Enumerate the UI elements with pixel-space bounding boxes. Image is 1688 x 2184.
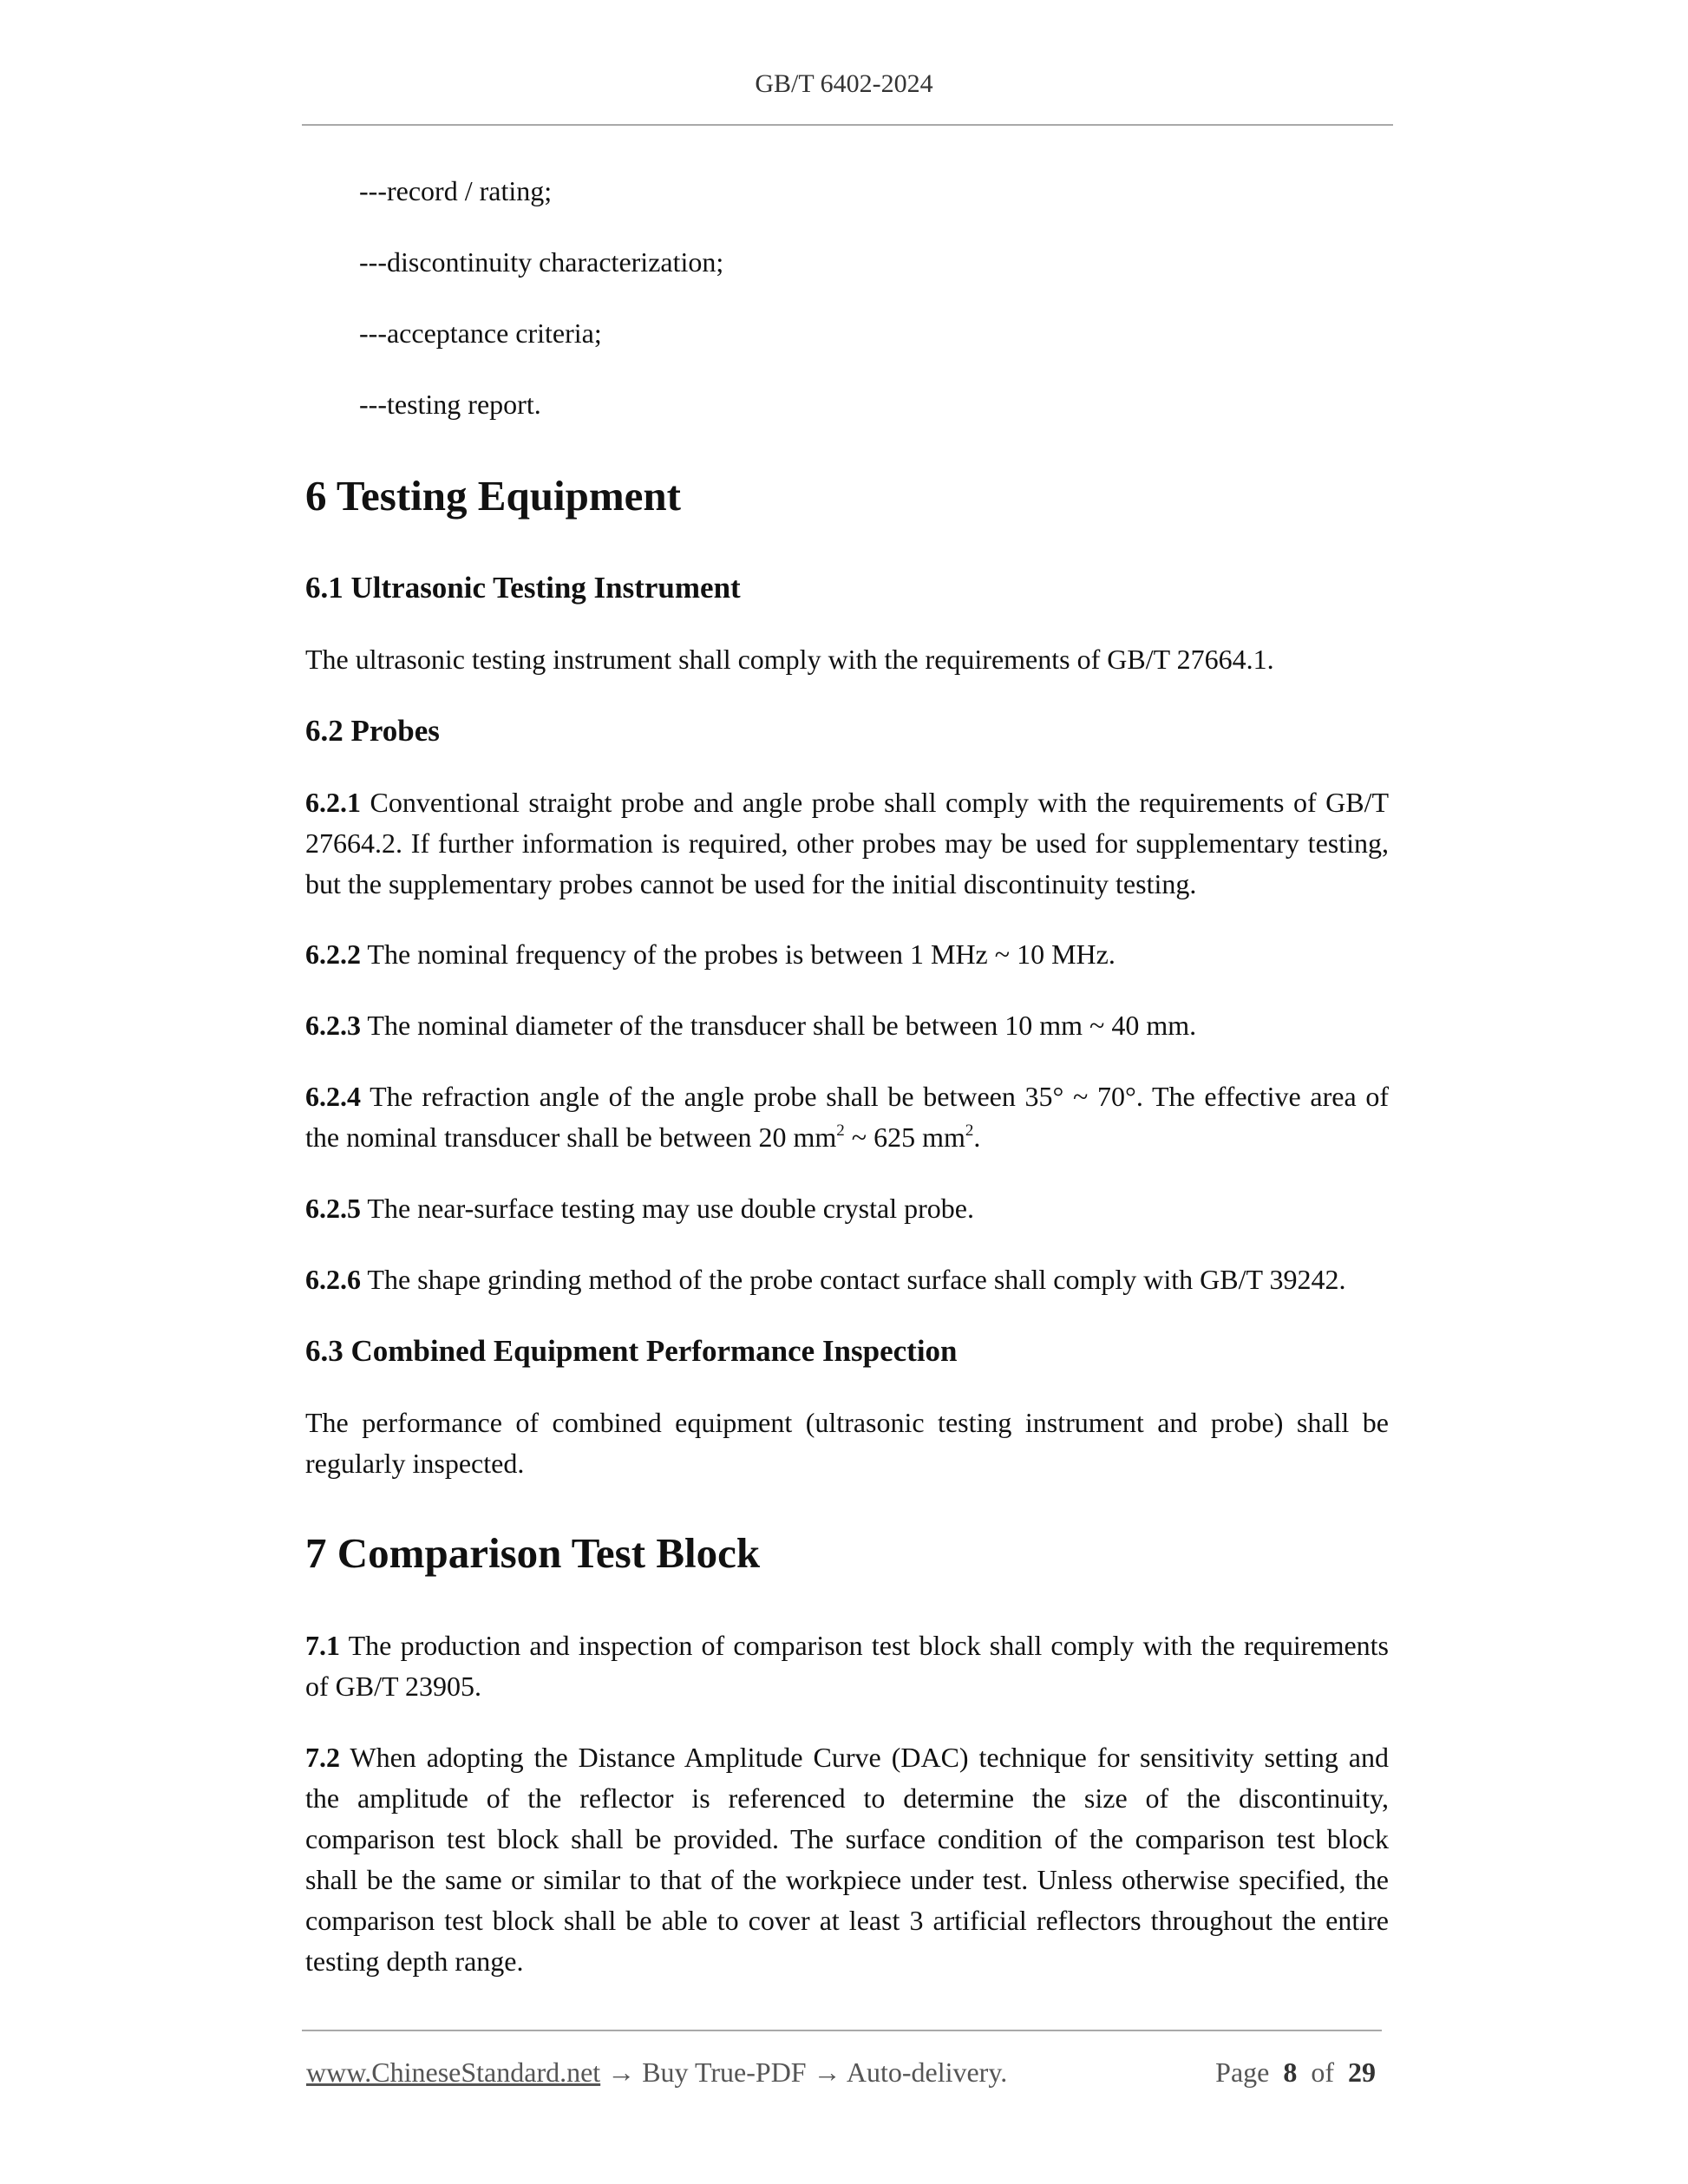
list-item: ---acceptance criteria; [359,317,602,349]
current-page-number: 8 [1283,2056,1298,2088]
paragraph-line: but the supplementary probes cannot be used for the initial discontinuity testing. [305,868,1197,899]
paragraph-line: Conventional straight probe and angle probe shall comply with the requirements of GB/T [370,787,1390,818]
subsection-heading-6-2: 6.2 Probes [305,714,440,748]
section-heading-6: 6 Testing Equipment [305,472,681,520]
paragraph-line: regularly inspected. [305,1448,525,1479]
paragraph-6-1 [305,639,1389,680]
footer-divider [302,2030,1382,2031]
arrow-right-icon: → [813,2056,841,2088]
clause-number: 7.2 [305,1742,340,1773]
paragraph-7-2 [305,1737,1389,1982]
superscript: 2 [836,1121,845,1140]
paragraph-line: of GB/T 23905. [305,1671,481,1702]
clause-number: 6.2.6 [305,1264,361,1295]
page-number [1215,2053,1376,2091]
of-label: of [1311,2056,1334,2088]
clause-number: 7.1 [305,1630,340,1661]
paragraph-6-3 [305,1403,1389,1484]
list-item: ---testing report. [359,389,541,420]
footer-promo [306,2053,1007,2091]
paragraph-line: The nominal frequency of the probes is between 1 MHz ~ 10 MHz. [367,938,1116,970]
list-item: ---record / rating; [359,175,553,206]
clause-number: 6.2.2 [305,938,361,970]
page-label: Page [1215,2056,1270,2088]
paragraph-6-2-5 [305,1188,1389,1229]
page-header-title: GB/T 6402-2024 [755,69,933,98]
paragraph-line: The refraction angle of the angle probe shall be between 35° ~ 70°. The effective area of [370,1081,1389,1112]
clause-number: 6.2.3 [305,1010,361,1041]
paragraph-line: The shape grinding method of the probe contact surface shall comply with GB/T 39242. [367,1264,1346,1295]
paragraph-line: the amplitude of the reflector is referenced to determine the size of the discontinuity, [305,1782,1389,1814]
list-item: ---discontinuity characterization; [359,246,724,278]
footer-delivery-text: Auto-delivery. [846,2056,1008,2088]
paragraph-line: The performance of combined equipment (ultrasonic testing instrument and probe) shall be [305,1407,1389,1438]
paragraph-line: The production and inspection of comparison test block shall comply with the requirements [348,1630,1390,1661]
arrow-right-icon: → [607,2056,636,2088]
subsection-heading-6-1: 6.1 Ultrasonic Testing Instrument [305,571,741,605]
paragraph-6-2-2 [305,934,1389,975]
paragraph-line: 27664.2. If further information is required, other probes may be used for supplementary testing, [305,827,1389,859]
paragraph-line: ~ 625 mm [844,1121,965,1153]
clause-number: 6.2.1 [305,787,361,818]
paragraph-line: . [973,1121,981,1153]
clause-number: 6.2.4 [305,1081,361,1112]
subsection-heading-6-3: 6.3 Combined Equipment Performance Inspection [305,1334,958,1368]
paragraph-line: When adopting the Distance Amplitude Curve (DAC) technique for sensitivity setting and [350,1742,1390,1773]
paragraph-line: comparison test block shall be able to cover at least 3 artificial reflectors throughout the entire [305,1905,1389,1936]
paragraph-line: testing depth range. [305,1945,524,1977]
footer-buy-text: Buy True-PDF [642,2056,807,2088]
total-pages-number: 29 [1348,2056,1376,2088]
paragraph-6-2-4 [305,1076,1389,1158]
paragraph-6-2-1 [305,782,1389,905]
paragraph-7-1 [305,1625,1389,1707]
paragraph-line: The ultrasonic testing instrument shall comply with the requirements of GB/T 27664.1. [305,644,1274,675]
paragraph-line: the nominal transducer shall be between 20 mm [305,1121,837,1153]
website-link[interactable]: www.ChineseStandard.net [306,2056,601,2088]
paragraph-line: The nominal diameter of the transducer shall be between 10 mm ~ 40 mm. [367,1010,1197,1041]
clause-number: 6.2.5 [305,1193,361,1224]
paragraph-6-2-3 [305,1005,1389,1046]
superscript: 2 [965,1121,974,1140]
header-divider [302,124,1393,126]
paragraph-6-2-6 [305,1259,1389,1300]
paragraph-line: The near-surface testing may use double crystal probe. [367,1193,974,1224]
paragraph-line: shall be the same or similar to that of the workpiece under test. Unless otherwise specified, the [305,1864,1389,1895]
paragraph-line: comparison test block shall be provided. The surface condition of the comparison test block [305,1823,1389,1854]
section-heading-7: 7 Comparison Test Block [305,1529,761,1577]
